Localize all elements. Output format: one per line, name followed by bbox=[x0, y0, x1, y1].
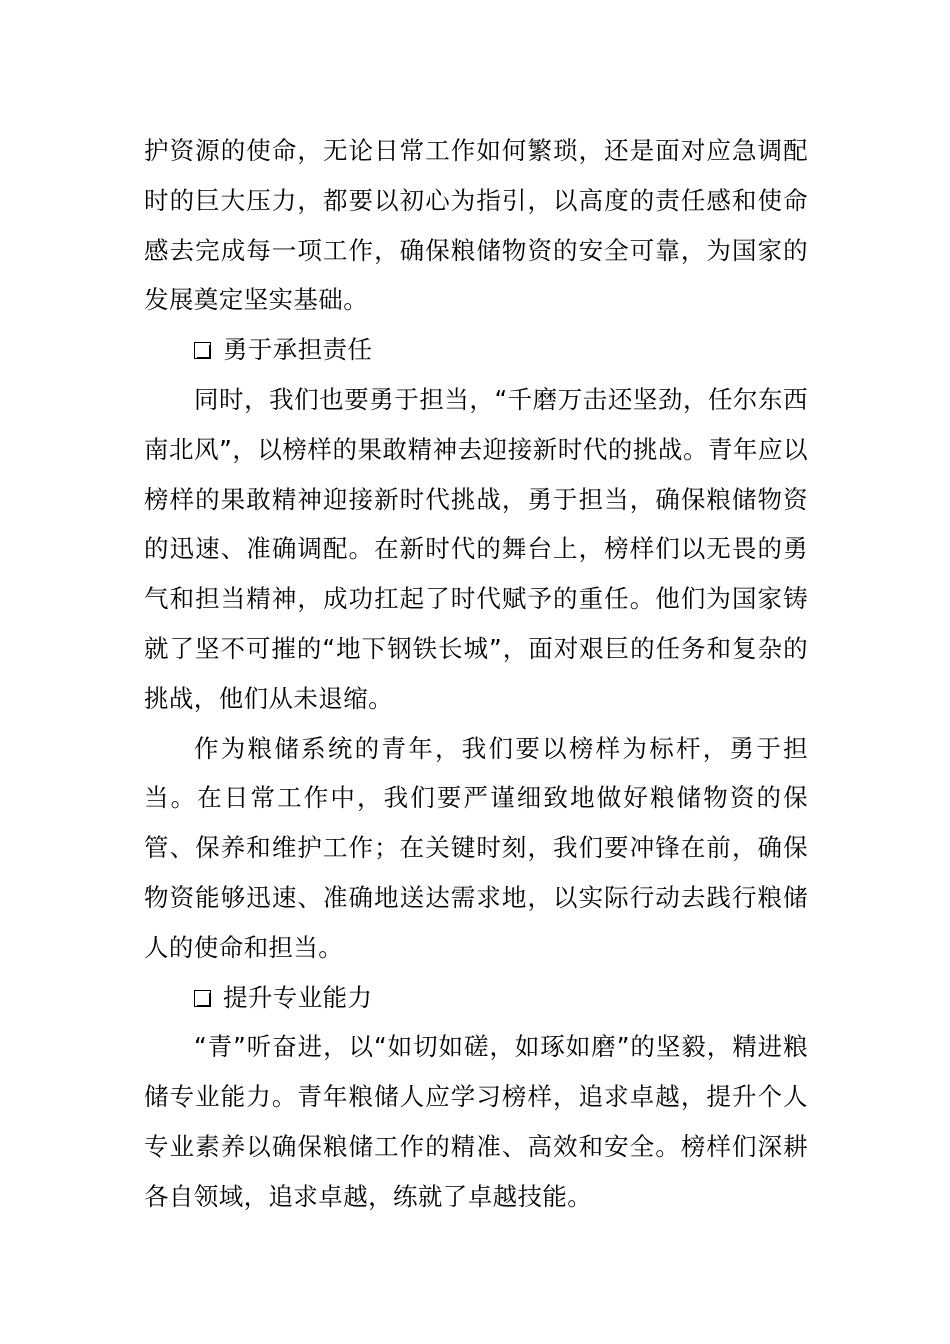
paragraph-youth-role: 作为粮储系统的青年，我们要以榜样为标杆，勇于担当。在日常工作中，我们要严谨细致地做好粮储物资的保管、保养和维护工作；在关键时刻，我们要冲锋在前，确保物资能够迅速、准确地送达需求地，以实际行动去践行粮储人的使命和担当。 bbox=[144, 733, 808, 962]
checkbox-bullet-icon bbox=[194, 990, 211, 1007]
section-heading-label: 勇于承担责任 bbox=[223, 335, 373, 365]
section-heading-label: 提升专业能力 bbox=[223, 982, 373, 1012]
paragraph-professional-skills: “青”听奋进，以“如切如磋，如琢如磨”的坚毅，精进粮储专业能力。青年粮储人应学习榜样，追求卓越，提升个人专业素养以确保粮储工作的精准、高效和安全。榜样们深耕各自领域，追求卓越，练就了卓越技能。 bbox=[144, 1032, 808, 1211]
paragraph-courage: 同时，我们也要勇于担当，“千磨万击还坚劲，任尔东西南北风”，以榜样的果敢精神去迎接新时代的挑战。青年应以榜样的果敢精神迎接新时代挑战，勇于担当，确保粮储物资的迅速、准确调配。在新时代的舞台上，榜样们以无畏的勇气和担当精神，成功扛起了时代赋予的重任。他们为国家铸就了坚不可摧的“地下钢铁长城”，面对艰巨的任务和复杂的挑战，他们从未退缩。 bbox=[144, 384, 808, 713]
document-body bbox=[144, 126, 808, 1222]
checkbox-bullet-icon bbox=[194, 342, 211, 359]
section-heading-take-responsibility bbox=[144, 325, 808, 375]
paragraph-mission-continued: 护资源的使命，无论日常工作如何繁琐，还是面对应急调配时的巨大压力，都要以初心为指引，以高度的责任感和使命感去完成每一项工作，确保粮储物资的安全可靠，为国家的发展奠定坚实基础。 bbox=[144, 136, 808, 315]
section-heading-improve-skills bbox=[144, 973, 808, 1023]
